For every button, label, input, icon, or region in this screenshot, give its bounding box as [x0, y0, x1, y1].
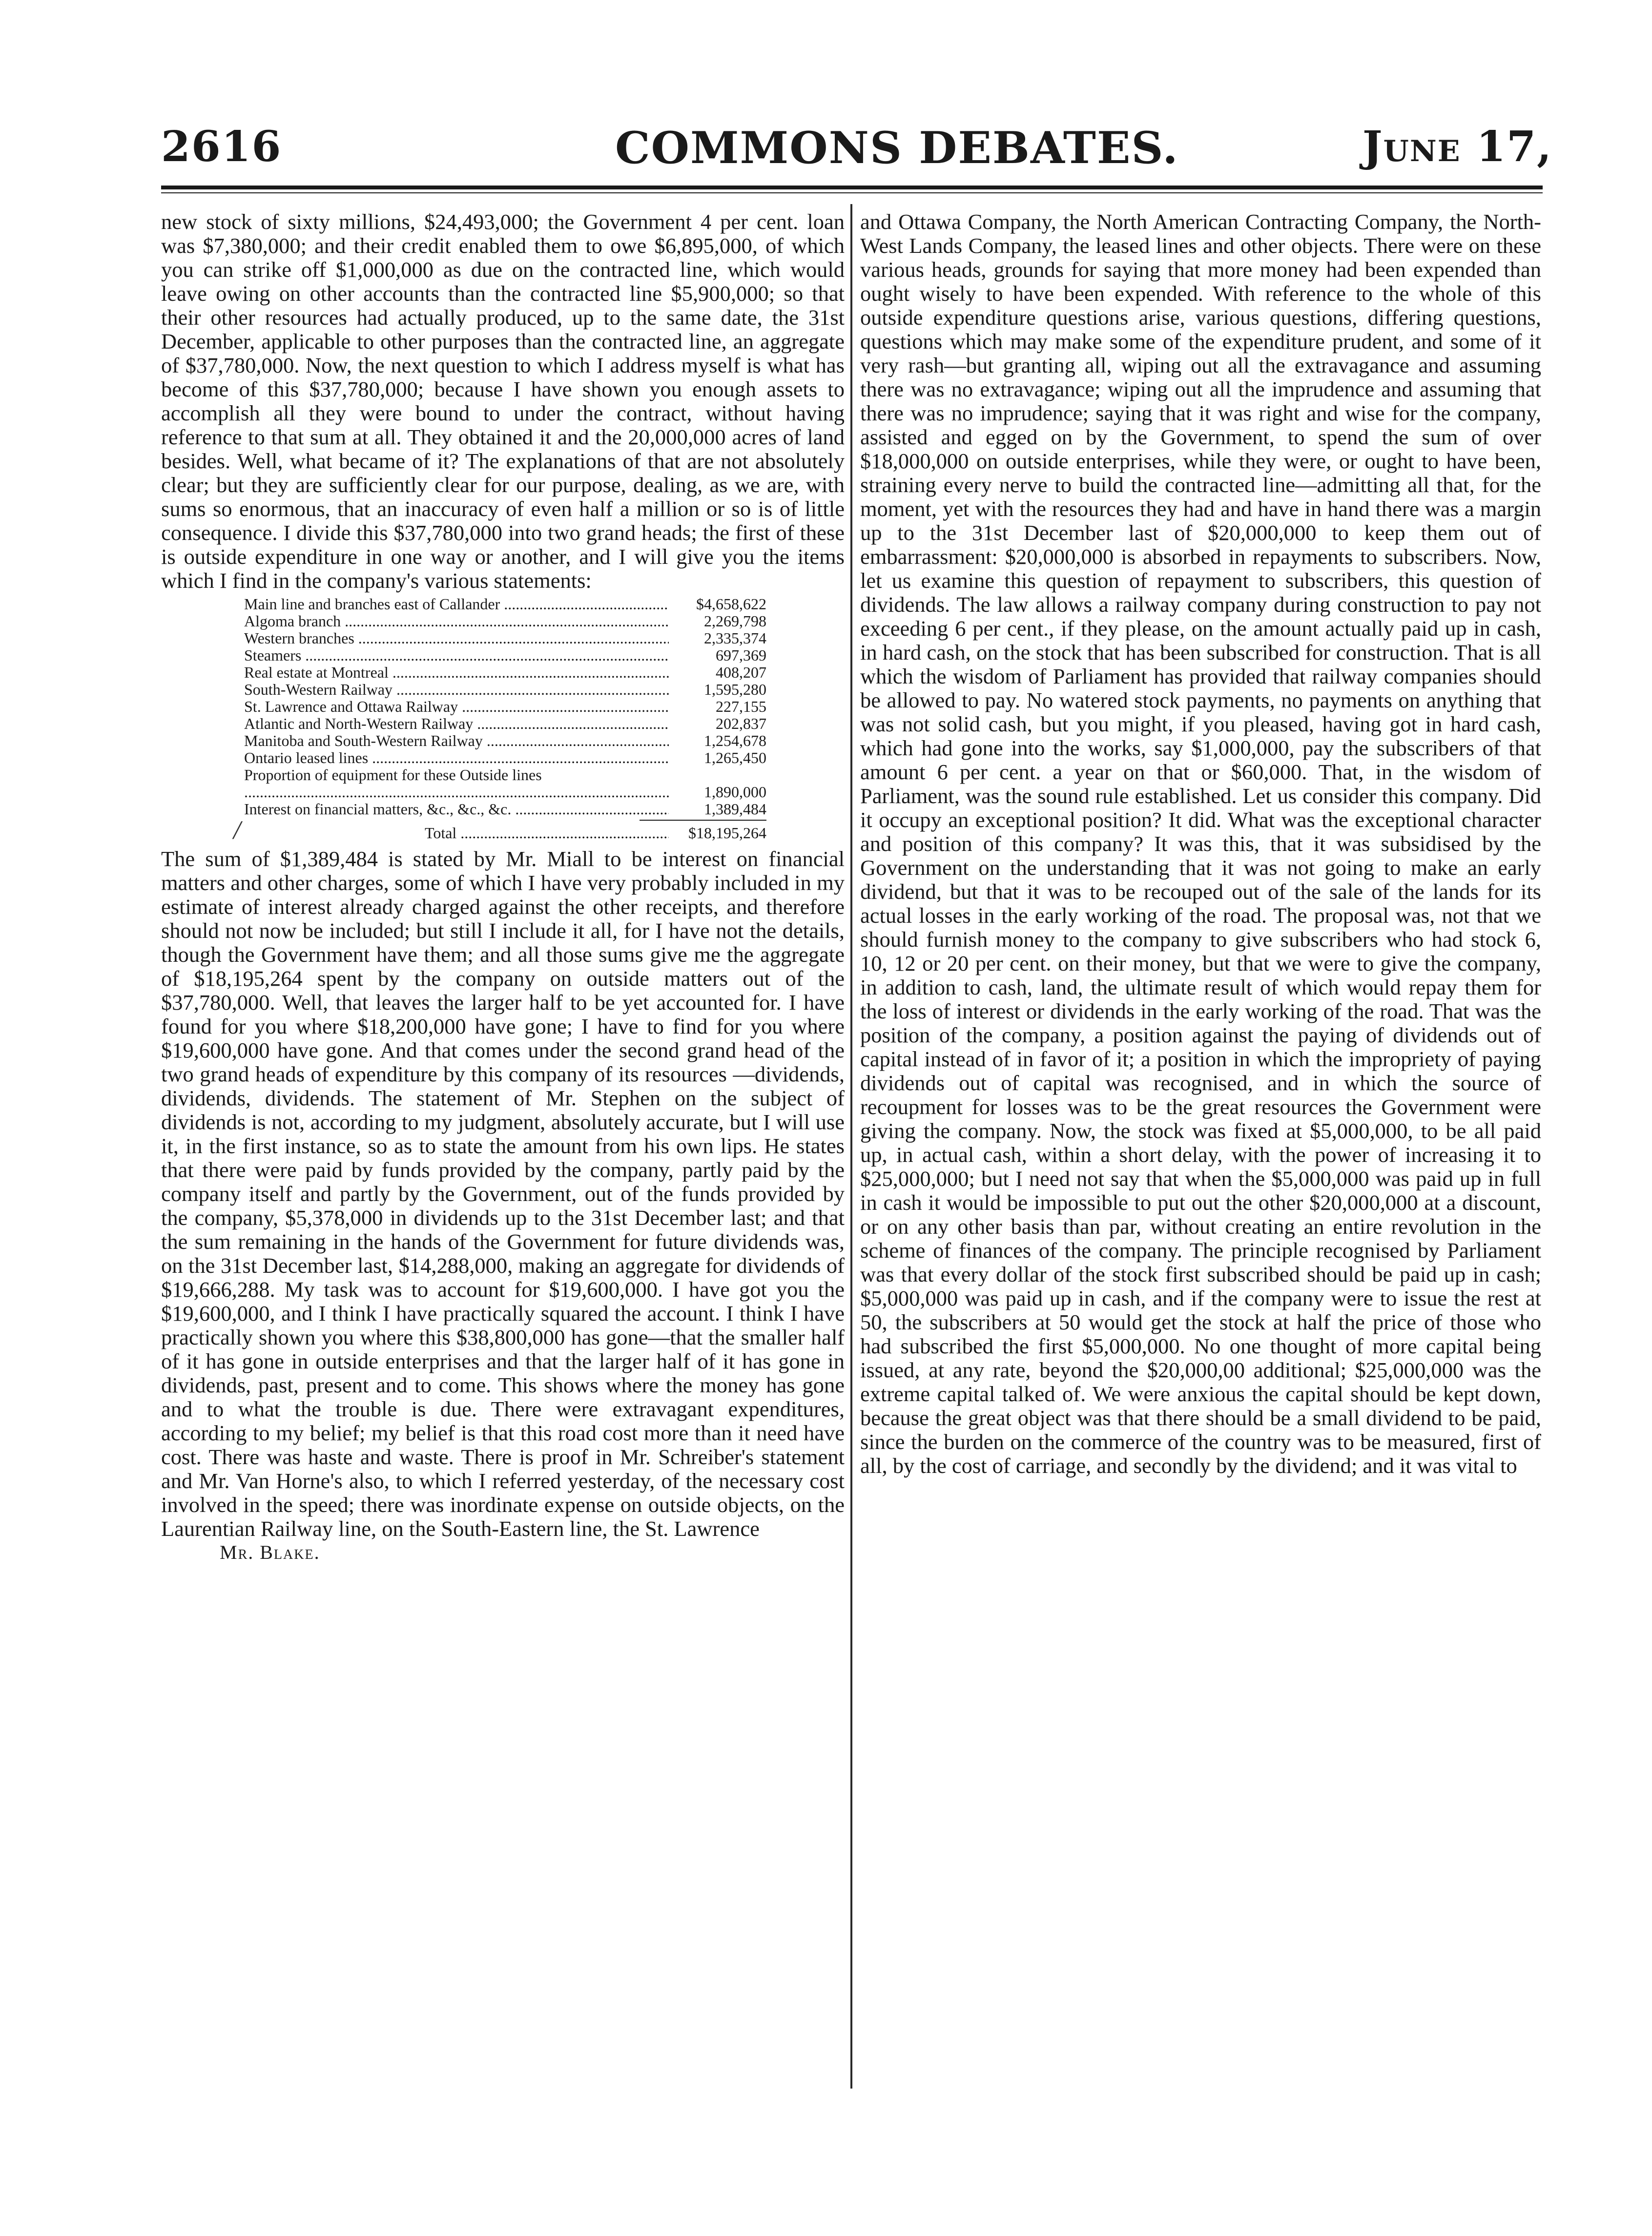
expenditure-item: [244, 715, 766, 732]
expenditure-list: [161, 596, 845, 843]
expenditure-item: [244, 613, 766, 630]
item-value: 1,595,280: [701, 681, 766, 698]
item-value: 1,265,450: [701, 749, 766, 766]
header-rule-thin: [161, 192, 1543, 193]
item-name: Interest on financial matters, &c., &c., &c. .....: [244, 801, 669, 818]
expenditure-item: [244, 647, 766, 664]
item-value: 1,389,484: [701, 801, 766, 818]
column-divider: [850, 204, 852, 2089]
total-value: $18,195,264: [685, 823, 766, 843]
item-value: 2,269,798: [701, 613, 766, 630]
page-header: [161, 122, 1552, 190]
right-column: [860, 210, 1541, 1478]
item-name: Real estate at Montreal .....: [244, 664, 669, 681]
item-value: 408,207: [713, 664, 766, 681]
item-value: 697,369: [713, 647, 766, 664]
item-value: 1,890,000: [701, 784, 766, 801]
item-name: Western branches .....: [244, 630, 669, 647]
expenditure-item: [244, 732, 766, 749]
expenditure-item: [244, 596, 766, 613]
expenditure-total: [233, 815, 766, 845]
expenditure-item: [244, 766, 766, 801]
item-name: Algoma branch .....: [244, 613, 669, 630]
item-name: Ontario leased lines .....: [244, 749, 669, 766]
total-label: Total .....: [425, 823, 669, 843]
item-name: South-Western Railway .....: [244, 681, 669, 698]
left-paragraph-1: new stock of sixty millions, $24,493,000; the Government 4 per cent. loan was $7,380,000; and their credit enabled them to owe $6,895,000, of which you can strike off $1,000,000 as due on the contracted line, which would leave owing on other accounts than the contracted line $5,900,000; so that their other resources had actually produced, up to the same date, the 31st December, applicable to other purposes than the contracted line, an aggregate of $37,780,000. Now, the next question to which I address myself is what has become of this $37,780,000; because I have shown you enough assets to accomplish all they were bound to under the contract, without having reference to that sum at all. They obtained it and the 20,000,000 acres of land besides. Well, what became of it? The explanations of that are not absolutely clear; but they are sufficiently clear for our purpose, dealing, as we are, with sums so enormous, that an inaccuracy of even half a million or so is of little consequence. I divide this $37,780,000 into two grand heads; the first of these is outside expenditure in one way or another, and I will give you the items which I find in the company's various statements:: [161, 209, 845, 593]
header-date: June 17,: [1362, 122, 1552, 171]
item-name: Steamers .....: [244, 647, 669, 664]
speaker-footer: Mr. Blake.: [220, 1541, 320, 1563]
item-value: 2,335,374: [701, 630, 766, 647]
expenditure-item: [244, 749, 766, 766]
item-value: 1,254,678: [701, 732, 766, 749]
item-name: Manitoba and South-Western Railway .....: [244, 732, 669, 749]
expenditure-item: [244, 630, 766, 647]
item-name: St. Lawrence and Ottawa Railway .....: [244, 698, 669, 715]
header-rule: [161, 186, 1543, 189]
expenditure-item: [244, 681, 766, 698]
expenditure-item: [244, 698, 766, 715]
item-value: $4,658,622: [693, 596, 766, 613]
page-number: 2616: [161, 122, 282, 171]
running-title: COMMONS DEBATES.: [615, 122, 1179, 174]
expenditure-item: [244, 664, 766, 681]
left-paragraph-2: The sum of $1,389,484 is stated by Mr. Miall to be interest on financial matters and other charges, some of which I have very probably included in my estimate of interest already charged against the other receipts, and therefore should not now be included; but still I include it all, for I have not the details, though the Government have them; and all those sums give me the aggregate of $18,195,264 spent by the company on outside matters out of the $37,780,000. Well, that leaves the larger half to be yet accounted for. I have found for you where $18,200,000 have gone; I have to find for you where $19,600,000 have gone. And that comes under the second grand head of the two grand heads of expenditure by this company of its resources —dividends, dividends, dividends. The statement of Mr. Stephen on the subject of dividends is not, according to my judgment, absolutely accurate, but I will use it, in the first instance, so as to state the amount from his own lips. He states that there were paid by funds provided by the company, partly paid by the company itself and partly by the Government, out of the funds provided by the company, $5,378,000 in dividends up to the 31st December last; and that the sum remaining in the hands of the Government for future dividends was, on the 31st December last, $14,288,000, making an aggregate for dividends of $19,666,288. My task was to account for $19,600,000. I have got you the $19,600,000, and I think I have practically squared the account. I think I have practically shown you where this $38,800,000 has gone—that the smaller half of it has gone in outside enterprises and that the larger half of it has gone in dividends, past, present and to come. This shows where the money has gone and to what the trouble is due. There were extravagant expenditures, according to my belief; my belief is that this road cost more than it need have cost. There was haste and waste. There is proof in Mr. Schreiber's statement and Mr. Van Horne's also, to which I referred yesterday, of the necessary cost involved in the speed; there was inordinate expense on outside objects, on the Laurentian Railway line, on the South-Eastern line, the St. Lawrence: [161, 847, 845, 1541]
total-rule: [640, 820, 766, 821]
pencil-mark: /: [233, 815, 241, 845]
item-name: Atlantic and North-Western Railway .....: [244, 715, 669, 732]
expenditure-item: [244, 801, 766, 818]
item-name: Proportion of equipment for these Outside lines .....: [244, 766, 669, 801]
right-paragraph-1: and Ottawa Company, the North American Contracting Company, the North-West Lands Company, the leased lines and other objects. There were on these various heads, grounds for saying that more money had been expended than ought wisely to have been expended. With reference to the whole of this outside expenditure questions arise, various questions, differing questions, questions which may make some of the expenditure prudent, and some of it very rash—but granting all, wiping out all the extravagance and assuming there was no extravagance; wiping out all the imprudence and assuming that there was no imprudence; saying that it was right and wise for the company, assisted and egged on by the Government, to spend the sum of over $18,000,000 on outside enterprises, while they were, or ought to have been, straining every nerve to build the contracted line—admitting all that, for the moment, yet with the resources they had and have in hand there was a margin up to the 31st December last of $20,000,000 to keep them out of embarrassment: $20,000,000 is absorbed in repayments to subscribers. Now, let us examine this question of repayment to subscribers, this question of dividends. The law allows a railway company during construction to pay not exceeding 6 per cent., if they please, on the amount actually paid up in cash, in hard cash, on the stock that has been subscribed for construction. That is all which the wisdom of Parliament has provided that railway companies should be allowed to pay. No watered stock payments, no payments on anything that was not solid cash, but you might, if you pleased, having got in hard cash, which had gone into the works, say $1,000,000, pay the subscribers of that amount 6 per cent. a year on that or $60,000. That, in the wisdom of Parliament, was the sound rule established. Let us consider this company. Did it occupy an exceptional position? It did. What was the exceptional character and position of this company? It was this, that it was subsidised by the Government on the understanding that it was not going to make an early dividend, but that it was to be recouped out of the sale of the lands for its actual losses in the early working of the road. The proposal was, not that we should furnish money to the company to give subscribers who had stock 6, 10, 12 or 20 per cent. on their money, but that we were to give the company, in addition to cash, land, the ultimate result of which would repay them for the loss of interest or dividends in the early working of the road. That was the position of the company, a position against the paying of dividends out of capital instead of in favor of it; a position in which the impropriety of paying dividends out of capital was recognised, and in which the source of recoupment for losses was to be the great resources the Government were giving the company. Now, the stock was fixed at $5,000,000, to be all paid up, in actual cash, within a short delay, with the power of increasing it to $25,000,000; but I need not say that when the $5,000,000 was paid up in full in cash it would be impossible to put out the other $20,000,000 at a discount, or on any other basis than par, without creating an entire revolution in the scheme of finances of the company. The principle recognised by Parliament was that every dollar of the stock first subscribed should be paid up in cash; $5,000,000 was paid up in cash, and if the company were to issue the rest at 50, the subscribers at 50 would get the stock at half the price of those who had subscribed the first $5,000,000. No one thought of more capital being issued, at any rate, beyond the $20,000,00 additional; $25,000,000 was the extreme capital talked of. We were anxious the capital should be kept down, because the great object was that there should be a small dividend to be paid, since the burden on the commerce of the country was to be measured, first of all, by the cost of carriage, and secondly by the dividend; and it was vital to: [860, 209, 1541, 1478]
item-value: 202,837: [713, 715, 766, 732]
item-value: 227,155: [713, 698, 766, 715]
item-name: Main line and branches east of Callander .....: [244, 596, 669, 613]
left-column: [161, 210, 845, 1563]
